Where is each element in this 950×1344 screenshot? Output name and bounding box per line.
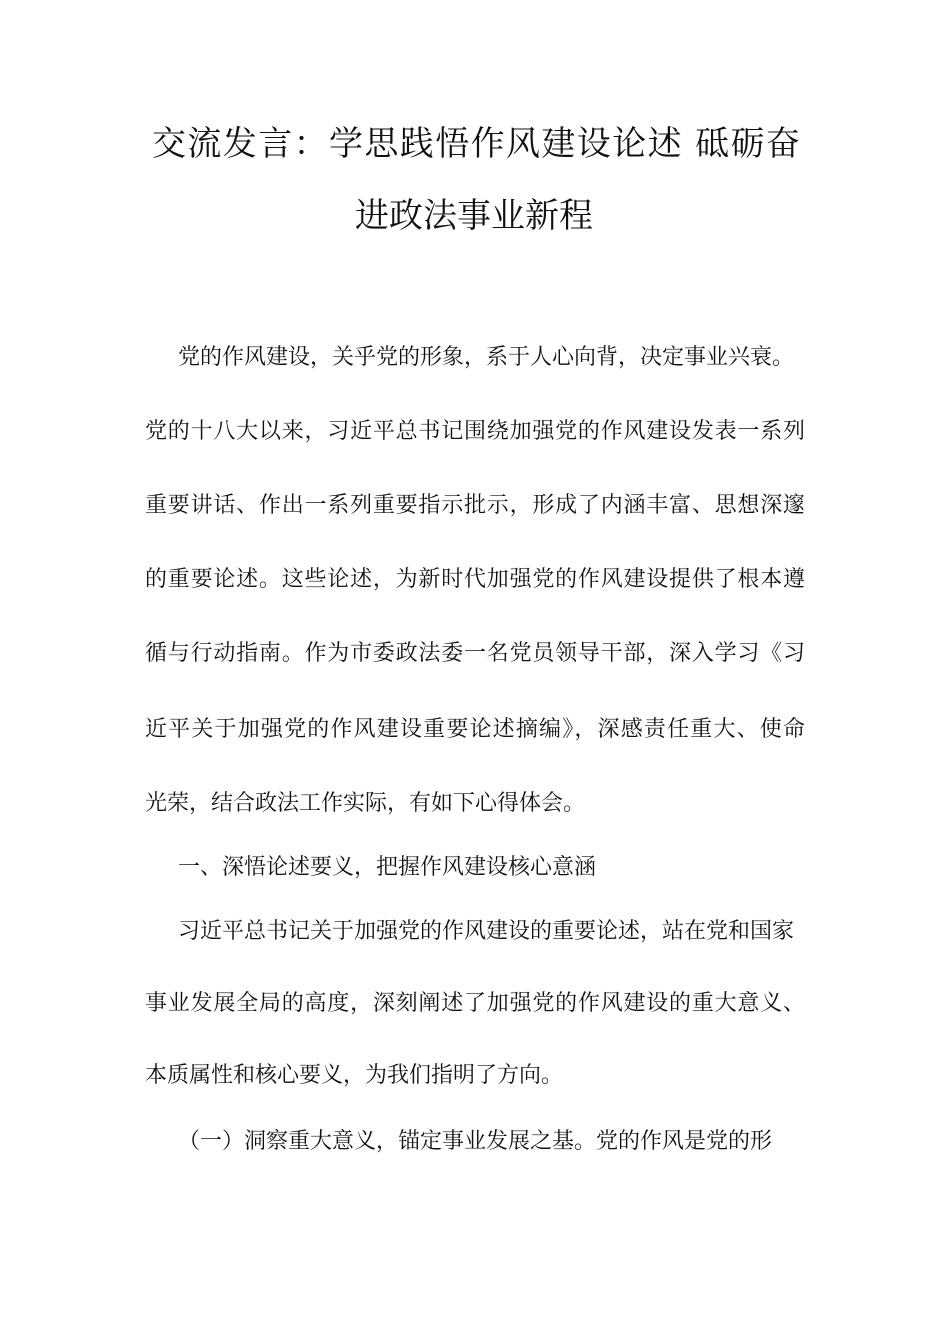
paragraph-line: 习近平总书记关于加强党的作风建设的重要论述，站在党和国家 bbox=[178, 919, 795, 944]
paragraph-line: 循与行动指南。作为市委政法委一名党员领导干部，深入学习《习 bbox=[145, 641, 805, 666]
paragraph-line: 党的十八大以来，习近平总书记围绕加强党的作风建设发表一系列 bbox=[145, 419, 805, 444]
section-heading: 一、深悟论述要义，把握作风建设核心意涵 bbox=[178, 855, 597, 880]
paragraph-line: 本质属性和核心要义，为我们指明了方向。 bbox=[145, 1063, 564, 1088]
paragraph-line: 近平关于加强党的作风建设重要论述摘编》，深感责任重大、使命 bbox=[145, 717, 805, 742]
paragraph-line: 事业发展全局的高度，深刻阐述了加强党的作风建设的重大意义、 bbox=[145, 991, 805, 1016]
paragraph-line: 党的作风建设，关乎党的形象，系于人心向背，决定事业兴衰。 bbox=[178, 345, 795, 370]
paragraph-line: 重要讲话、作出一系列重要指示批示，形成了内涵丰富、思想深邃 bbox=[145, 493, 805, 518]
paragraph-line: 光荣，结合政法工作实际，有如下心得体会。 bbox=[145, 791, 586, 816]
paragraph-line: 的重要论述。这些论述，为新时代加强党的作风建设提供了根本遵 bbox=[145, 567, 805, 592]
subsection-line: （一）洞察重大意义，锚定事业发展之基。党的作风是党的形 bbox=[178, 1129, 773, 1154]
document-title-line-2: 进政法事业新程 bbox=[355, 196, 593, 236]
document-title-line-1: 交流发言：学思践悟作风建设论述 砥砺奋 bbox=[152, 124, 800, 164]
